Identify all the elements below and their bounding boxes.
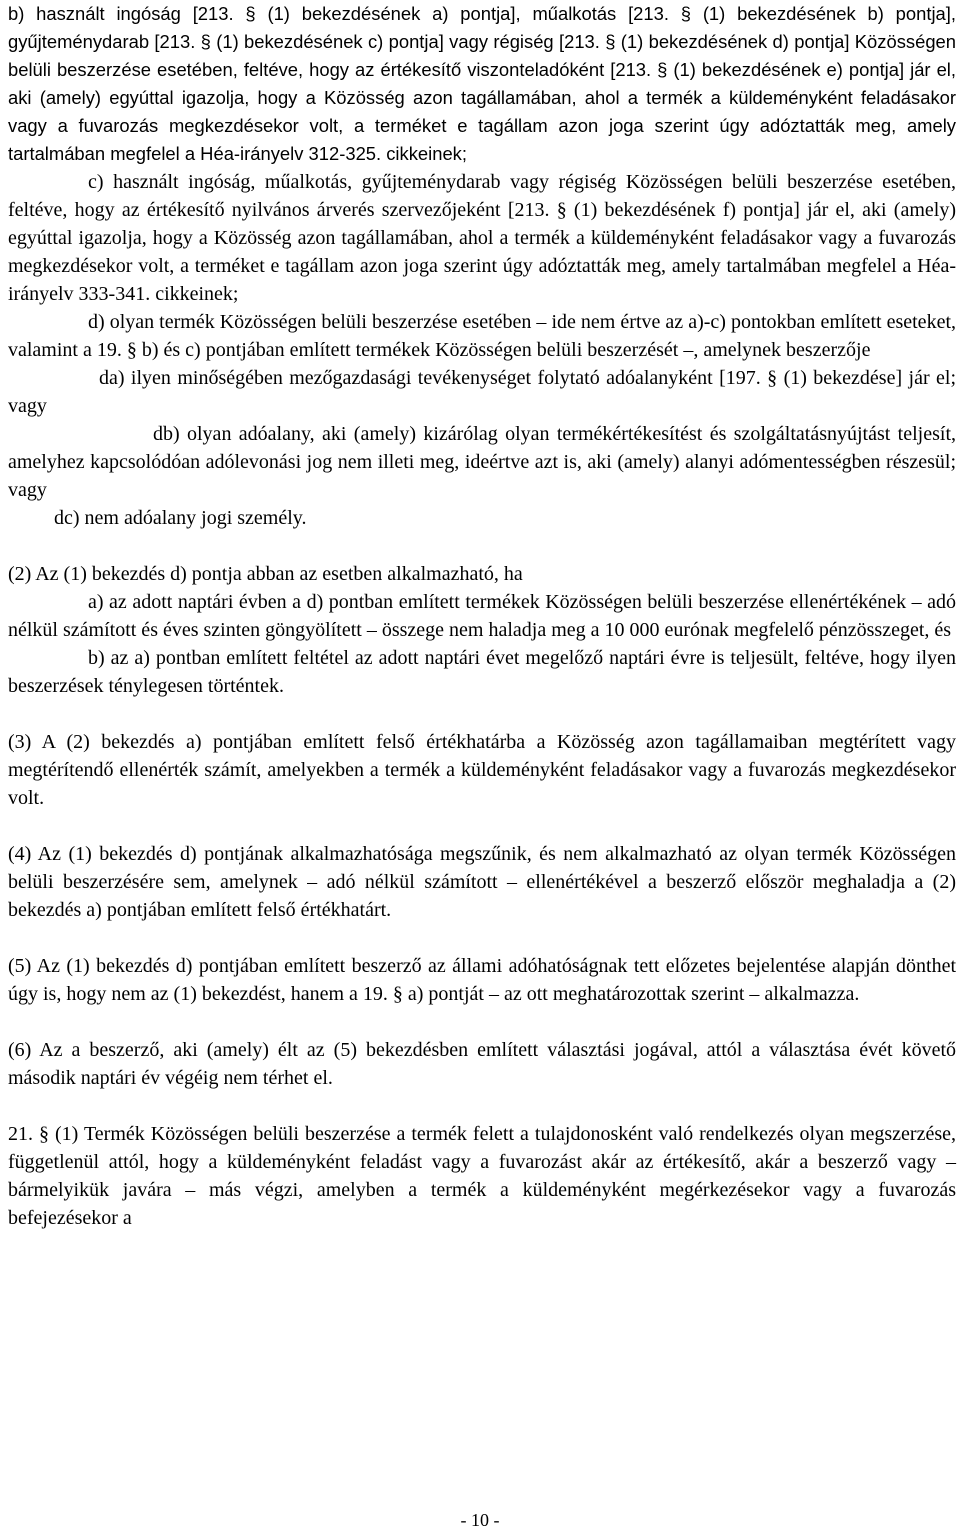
paragraph-b: b) használt ingóság [213. § (1) bekezdésének a) pontja], műalkotás [213. § (1) bekezdésének b) pontja], gyűjteménydarab [213. § (1) bekezdésének c) pontja] vagy régiség [213. § (1) bekezdésének d) pontja] Közösségen belüli beszerzése esetében, feltéve, hogy az értékesítő viszonteladóként [213. § (1) bekezdésének e) pontja] jár el, aki (amely) egyúttal igazolja, hogy a Közösség azon tagállamában, ahol a termék a küldeményként feladásakor vagy a fuvarozás megkezdésekor volt, a terméket e tagállam azon joga szerint úgy adóztatták meg, amely tartalmában megfelel a Héa-irányelv 312-325. cikkeinek; — [8, 3, 956, 164]
paragraph-section-5: (5) Az (1) bekezdés d) pontjában említett beszerző az állami adóhatóságnak tett előzetes bejelentése alapján dönthet úgy is, hogy nem az (1) bekezdést, hanem a 19. § a) pontját – az ott meghatározottak szerint – alkalmazza. — [8, 955, 956, 1005]
paragraph-section-3: (3) A (2) bekezdés a) pontjában említett felső értékhatárba a Közösség azon tagállamaiban megtérített vagy megtérítendő ellenérték számít, amelyekben a termék a küldeményként feladásakor vagy a fuvarozás megkezdésekor volt. — [8, 731, 956, 809]
paragraph-da: da) ilyen minőségében mezőgazdasági tevékenységet folytató adóalanyként [197. § (1) bekezdése] jár el; vagy — [8, 367, 956, 417]
paragraph-db: db) olyan adóalany, aki (amely) kizárólag olyan termékértékesítést és szolgáltatásnyújtást teljesít, amelyhez kapcsolódóan adólevonási jog nem illeti meg, ideértve azt is, aki (amely) alanyi adómentességben részesül; vagy — [8, 423, 956, 501]
page-number: - 10 - — [460, 1510, 500, 1530]
paragraph-2a: a) az adott naptári évben a d) pontban említett termékek Közösségen belüli beszerzése ellenértékének – adó nélkül számított és éves szinten göngyölített – összege nem haladja meg a 10 000 eurónak megfelelő pénzösszeget, és — [8, 591, 956, 641]
paragraph-2b: b) az a) pontban említett feltétel az adott naptári évet megelőző naptári évre is teljesült, feltéve, hogy ilyen beszerzések ténylegesen történtek. — [8, 647, 956, 697]
paragraph-section-4: (4) Az (1) bekezdés d) pontjának alkalmazhatósága megszűnik, és nem alkalmazható az olyan termék Közösségen belüli beszerzésére sem, amelynek – adó nélkül számított – ellenértékével a beszerző először meghaladja a (2) bekezdés a) pontjában említett felső értékhatárt. — [8, 843, 956, 921]
paragraph-section-6: (6) Az a beszerző, aki (amely) élt az (5) bekezdésben említett választási jogával, attól a választása évét követő második naptári év végéig nem térhet el. — [8, 1039, 956, 1089]
document-page — [8, 0, 956, 1232]
paragraph-section-2: (2) Az (1) bekezdés d) pontja abban az esetben alkalmazható, ha — [8, 563, 523, 585]
paragraph-section-21: 21. § (1) Termék Közösségen belüli beszerzése a termék felett a tulajdonosként való rendelkezés olyan megszerzése, függetlenül attól, hogy a küldeményként feladást vagy a fuvarozást akár az értékesítő, akár a beszerző vagy – bármelyikük javára – más végzi, amelyben a termék a küldeményként megérkezésekor vagy a fuvarozás befejezésekor a — [8, 1123, 956, 1229]
paragraph-d: d) olyan termék Közösségen belüli beszerzése esetében – ide nem értve az a)-c) pontokban említett eseteket, valamint a 19. § b) és c) pontjában említett termékek Közösségen belüli beszerzését –, amelynek beszerzője — [8, 311, 956, 361]
paragraph-c: c) használt ingóság, műalkotás, gyűjteménydarab vagy régiség Közösségen belüli beszerzése esetében, feltéve, hogy az értékesítő nyilvános árverés szervezőjeként [213. § (1) bekezdésének f) pontja] jár el, aki (amely) egyúttal igazolja, hogy a Közösség azon tagállamában, ahol a termék a küldeményként feladásakor vagy a fuvarozás megkezdésekor volt, a terméket e tagállam azon joga szerint úgy adóztatták meg, amely tartalmában megfelel a Héa-irányelv 333-341. cikkeinek; — [8, 171, 956, 305]
paragraph-dc: dc) nem adóalany jogi személy. — [54, 507, 307, 529]
